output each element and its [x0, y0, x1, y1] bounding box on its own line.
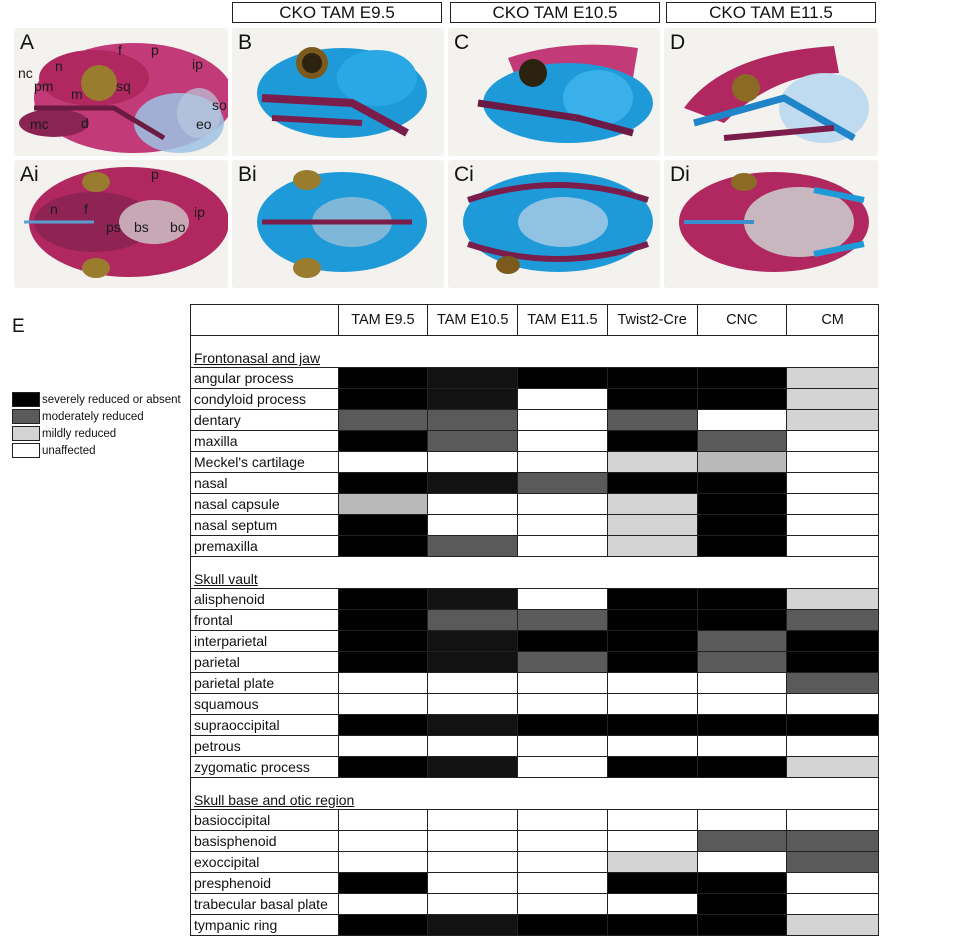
severity-cell: [697, 652, 787, 672]
severity-cell: [607, 757, 697, 777]
severity-cell: [427, 431, 517, 451]
section-title: Skull base and otic region: [194, 792, 355, 808]
panel-b-cko-e9-5-lateral: [232, 28, 444, 156]
severity-cell: [786, 494, 878, 514]
severity-cell: [697, 589, 787, 609]
section-heading: [190, 557, 879, 589]
annotation-ip: ip: [192, 56, 203, 72]
severity-cell: [697, 473, 787, 493]
annotation-n: n: [50, 201, 58, 217]
severity-cell: [517, 536, 607, 556]
legend-swatch: [12, 443, 40, 458]
severity-cell: [607, 368, 697, 388]
severity-cell: [697, 873, 787, 893]
severity-cell: [697, 673, 787, 693]
severity-cell: [607, 810, 697, 830]
severity-cell: [338, 736, 428, 756]
severity-cell: [607, 652, 697, 672]
bone-name: premaxilla: [194, 538, 258, 554]
severity-cell: [607, 631, 697, 651]
bone-name: supraoccipital: [194, 717, 280, 733]
severity-cell: [427, 757, 517, 777]
severity-cell: [786, 631, 878, 651]
severity-cell: [517, 694, 607, 714]
table-row: [190, 694, 879, 715]
severity-cell: [517, 915, 607, 935]
severity-cell: [607, 536, 697, 556]
severity-cell: [338, 694, 428, 714]
severity-cell: [786, 810, 878, 830]
severity-cell: [517, 831, 607, 851]
column-header: TAM E9.5: [338, 305, 428, 335]
severity-cell: [338, 536, 428, 556]
severity-cell: [697, 810, 787, 830]
severity-cell: [786, 652, 878, 672]
table-row: [190, 915, 879, 936]
bone-name: squamous: [194, 696, 259, 712]
severity-cell: [786, 736, 878, 756]
table-body: [190, 336, 879, 936]
table-row: [190, 473, 879, 494]
severity-legend: [12, 391, 181, 459]
legend-text: unaffected: [42, 444, 96, 457]
severity-cell: [338, 652, 428, 672]
table-row: [190, 389, 879, 410]
legend-item-mild: [12, 425, 181, 442]
severity-cell: [427, 452, 517, 472]
severity-cell: [697, 494, 787, 514]
skull-ventral-image: [664, 160, 878, 288]
annotation-n: n: [55, 58, 63, 74]
severity-cell: [338, 831, 428, 851]
bone-name: nasal: [194, 475, 228, 491]
severity-cell: [697, 736, 787, 756]
severity-cell: [517, 589, 607, 609]
severity-cell: [517, 610, 607, 630]
legend-swatch: [12, 392, 40, 407]
severity-cell: [697, 410, 787, 430]
severity-cell: [607, 831, 697, 851]
severity-cell: [786, 515, 878, 535]
table-row: [190, 536, 879, 557]
table-row: [190, 410, 879, 431]
header-tam-e11-5: CKO TAM E11.5: [666, 2, 876, 23]
severity-cell: [607, 515, 697, 535]
severity-cell: [427, 536, 517, 556]
bone-name: basioccipital: [194, 812, 271, 828]
severity-cell: [697, 610, 787, 630]
legend-swatch: [12, 409, 40, 424]
severity-cell: [427, 694, 517, 714]
severity-cell: [607, 452, 697, 472]
severity-cell: [338, 631, 428, 651]
annotation-p: p: [151, 42, 159, 58]
severity-cell: [427, 494, 517, 514]
annotation-bo: bo: [170, 219, 186, 235]
severity-cell: [786, 610, 878, 630]
severity-cell: [338, 915, 428, 935]
severity-cell: [697, 694, 787, 714]
severity-cell: [338, 873, 428, 893]
severity-cell: [517, 431, 607, 451]
severity-cell: [786, 894, 878, 914]
severity-cell: [517, 715, 607, 735]
severity-cell: [427, 736, 517, 756]
table-row: [190, 831, 879, 852]
severity-cell: [517, 873, 607, 893]
severity-cell: [697, 452, 787, 472]
legend-text: severely reduced or absent: [42, 393, 181, 406]
severity-cell: [607, 589, 697, 609]
severity-cell: [517, 368, 607, 388]
severity-cell: [786, 410, 878, 430]
skull-lateral-image: [232, 28, 444, 156]
severity-cell: [607, 894, 697, 914]
table-row: [190, 894, 879, 915]
annotation-eo: eo: [196, 116, 212, 132]
annotation-sq: sq: [116, 78, 131, 94]
severity-cell: [517, 410, 607, 430]
severity-cell: [338, 515, 428, 535]
severity-cell: [427, 410, 517, 430]
severity-cell: [786, 473, 878, 493]
legend-text: mildly reduced: [42, 427, 117, 440]
skull-ventral-image: [14, 160, 228, 288]
severity-cell: [697, 431, 787, 451]
severity-cell: [427, 831, 517, 851]
severity-cell: [427, 852, 517, 872]
severity-cell: [338, 610, 428, 630]
severity-cell: [607, 873, 697, 893]
severity-cell: [786, 715, 878, 735]
severity-cell: [697, 515, 787, 535]
table-row: [190, 873, 879, 894]
severity-cell: [338, 589, 428, 609]
panel-di-cko-e11-5-ventral: [664, 160, 878, 288]
severity-cell: [607, 915, 697, 935]
severity-cell: [338, 431, 428, 451]
severity-cell: [338, 894, 428, 914]
bone-name: exoccipital: [194, 854, 260, 870]
annotation-nc: nc: [18, 65, 33, 81]
severity-cell: [427, 810, 517, 830]
annotation-bs: bs: [134, 219, 149, 235]
severity-cell: [517, 652, 607, 672]
table-row: [190, 757, 879, 778]
bone-name: Meckel's cartilage: [194, 454, 305, 470]
column-header: CNC: [697, 305, 787, 335]
severity-cell: [427, 368, 517, 388]
severity-cell: [607, 852, 697, 872]
severity-cell: [427, 715, 517, 735]
severity-cell: [427, 389, 517, 409]
severity-cell: [427, 610, 517, 630]
bone-name: nasal capsule: [194, 496, 280, 512]
header-tam-e9-5: CKO TAM E9.5: [232, 2, 442, 23]
bone-name: parietal: [194, 654, 240, 670]
skull-ventral-image: [232, 160, 444, 288]
table-row: [190, 610, 879, 631]
severity-cell: [517, 810, 607, 830]
severity-cell: [697, 894, 787, 914]
table-row: [190, 715, 879, 736]
severity-cell: [427, 515, 517, 535]
annotation-m: m: [71, 86, 83, 102]
table-header-row: [190, 304, 879, 336]
table-row: [190, 852, 879, 873]
severity-cell: [517, 389, 607, 409]
bone-name: interparietal: [194, 633, 268, 649]
skull-ventral-image: [448, 160, 660, 288]
severity-cell: [607, 389, 697, 409]
severity-cell: [786, 694, 878, 714]
column-header: CM: [786, 305, 878, 335]
severity-cell: [517, 473, 607, 493]
severity-cell: [517, 757, 607, 777]
severity-cell: [338, 389, 428, 409]
severity-cell: [786, 431, 878, 451]
severity-cell: [697, 852, 787, 872]
severity-cell: [697, 757, 787, 777]
annotation-f: f: [118, 42, 122, 58]
severity-cell: [338, 368, 428, 388]
legend-item-moderate: [12, 408, 181, 425]
table-row: [190, 452, 879, 473]
bone-name: parietal plate: [194, 675, 275, 691]
column-header: Twist2-Cre: [607, 305, 697, 335]
severity-cell: [786, 831, 878, 851]
annotation-d: d: [81, 115, 89, 131]
section-title: Frontonasal and jaw: [194, 350, 321, 366]
header-tam-e10-5: CKO TAM E10.5: [450, 2, 660, 23]
severity-cell: [338, 852, 428, 872]
severity-cell: [786, 536, 878, 556]
severity-cell: [786, 757, 878, 777]
legend-swatch: [12, 426, 40, 441]
annotation-f: f: [84, 201, 88, 217]
severity-cell: [517, 631, 607, 651]
severity-cell: [517, 515, 607, 535]
severity-cell: [786, 852, 878, 872]
table-row: [190, 810, 879, 831]
panel-e-label: E: [12, 316, 25, 337]
bone-name: tympanic ring: [194, 917, 278, 933]
severity-cell: [338, 452, 428, 472]
severity-cell: [427, 894, 517, 914]
severity-cell: [338, 673, 428, 693]
severity-cell: [338, 410, 428, 430]
panel-label: C: [454, 31, 470, 54]
bone-name: condyloid process: [194, 391, 307, 407]
column-header: TAM E11.5: [517, 305, 607, 335]
annotation-p: p: [151, 166, 159, 182]
severity-cell: [786, 589, 878, 609]
severity-cell: [786, 873, 878, 893]
panel-d-cko-e11-5-lateral: [664, 28, 878, 156]
severity-cell: [427, 673, 517, 693]
skull-lateral-image: [448, 28, 660, 156]
severity-cell: [517, 894, 607, 914]
severity-cell: [607, 431, 697, 451]
panel-bi-cko-e9-5-ventral: [232, 160, 444, 288]
annotation-so: so: [212, 97, 227, 113]
annotation-ps: ps: [106, 219, 121, 235]
severity-cell: [607, 736, 697, 756]
severity-cell: [607, 473, 697, 493]
table-row: [190, 652, 879, 673]
table-row: [190, 368, 879, 389]
table-row: [190, 631, 879, 652]
bone-name: trabecular basal plate: [194, 896, 328, 912]
panel-ci-cko-e10-5-ventral: [448, 160, 660, 288]
legend-text: moderately reduced: [42, 410, 144, 423]
severity-cell: [517, 852, 607, 872]
bone-name: petrous: [194, 738, 241, 754]
bone-name: frontal: [194, 612, 233, 628]
legend-item-none: [12, 442, 181, 459]
severity-cell: [697, 715, 787, 735]
legend-item-severe: [12, 391, 181, 408]
bone-name: maxilla: [194, 433, 238, 449]
severity-cell: [427, 873, 517, 893]
severity-cell: [607, 715, 697, 735]
annotation-ip: ip: [194, 204, 205, 220]
severity-cell: [338, 810, 428, 830]
panel-label: B: [238, 31, 253, 54]
panel-label: D: [670, 31, 686, 54]
column-header: TAM E10.5: [427, 305, 517, 335]
bone-name: angular process: [194, 370, 294, 386]
section-heading: [190, 336, 879, 368]
severity-cell: [607, 494, 697, 514]
panel-c-cko-e10-5-lateral: [448, 28, 660, 156]
severity-cell: [338, 715, 428, 735]
severity-cell: [517, 452, 607, 472]
bone-name: zygomatic process: [194, 759, 310, 775]
bone-name: nasal septum: [194, 517, 278, 533]
severity-cell: [607, 673, 697, 693]
panel-label: Di: [670, 163, 690, 186]
severity-cell: [517, 673, 607, 693]
severity-cell: [697, 831, 787, 851]
panel-ai-control-ventral: [14, 160, 228, 288]
bone-name: alisphenoid: [194, 591, 265, 607]
severity-cell: [697, 368, 787, 388]
bone-name: basisphenoid: [194, 833, 277, 849]
severity-cell: [697, 389, 787, 409]
severity-cell: [786, 915, 878, 935]
severity-cell: [786, 389, 878, 409]
table-row: [190, 673, 879, 694]
bone-name: dentary: [194, 412, 241, 428]
severity-cell: [607, 610, 697, 630]
severity-cell: [697, 631, 787, 651]
severity-cell: [607, 410, 697, 430]
section-heading: [190, 778, 879, 810]
panel-label: Ci: [454, 163, 474, 186]
severity-cell: [338, 757, 428, 777]
table-row: [190, 736, 879, 757]
severity-cell: [786, 673, 878, 693]
header-blank: [191, 305, 338, 335]
severity-cell: [517, 494, 607, 514]
table-row: [190, 589, 879, 610]
panel-a-control-lateral: [14, 28, 228, 156]
phenotype-table: [190, 304, 879, 936]
skull-lateral-image: [664, 28, 878, 156]
table-row: [190, 494, 879, 515]
panel-label: Bi: [238, 163, 257, 186]
annotation-mc: mc: [30, 116, 49, 132]
severity-cell: [427, 473, 517, 493]
severity-cell: [338, 494, 428, 514]
severity-cell: [697, 536, 787, 556]
table-row: [190, 515, 879, 536]
bone-name: presphenoid: [194, 875, 272, 891]
severity-cell: [427, 631, 517, 651]
severity-cell: [427, 589, 517, 609]
panel-label: A: [20, 31, 35, 54]
severity-cell: [427, 652, 517, 672]
severity-cell: [786, 368, 878, 388]
severity-cell: [427, 915, 517, 935]
severity-cell: [697, 915, 787, 935]
table-row: [190, 431, 879, 452]
annotation-pm: pm: [34, 78, 54, 94]
severity-cell: [338, 473, 428, 493]
section-title: Skull vault: [194, 571, 258, 587]
severity-cell: [786, 452, 878, 472]
severity-cell: [607, 694, 697, 714]
panel-label: Ai: [20, 163, 39, 186]
severity-cell: [517, 736, 607, 756]
